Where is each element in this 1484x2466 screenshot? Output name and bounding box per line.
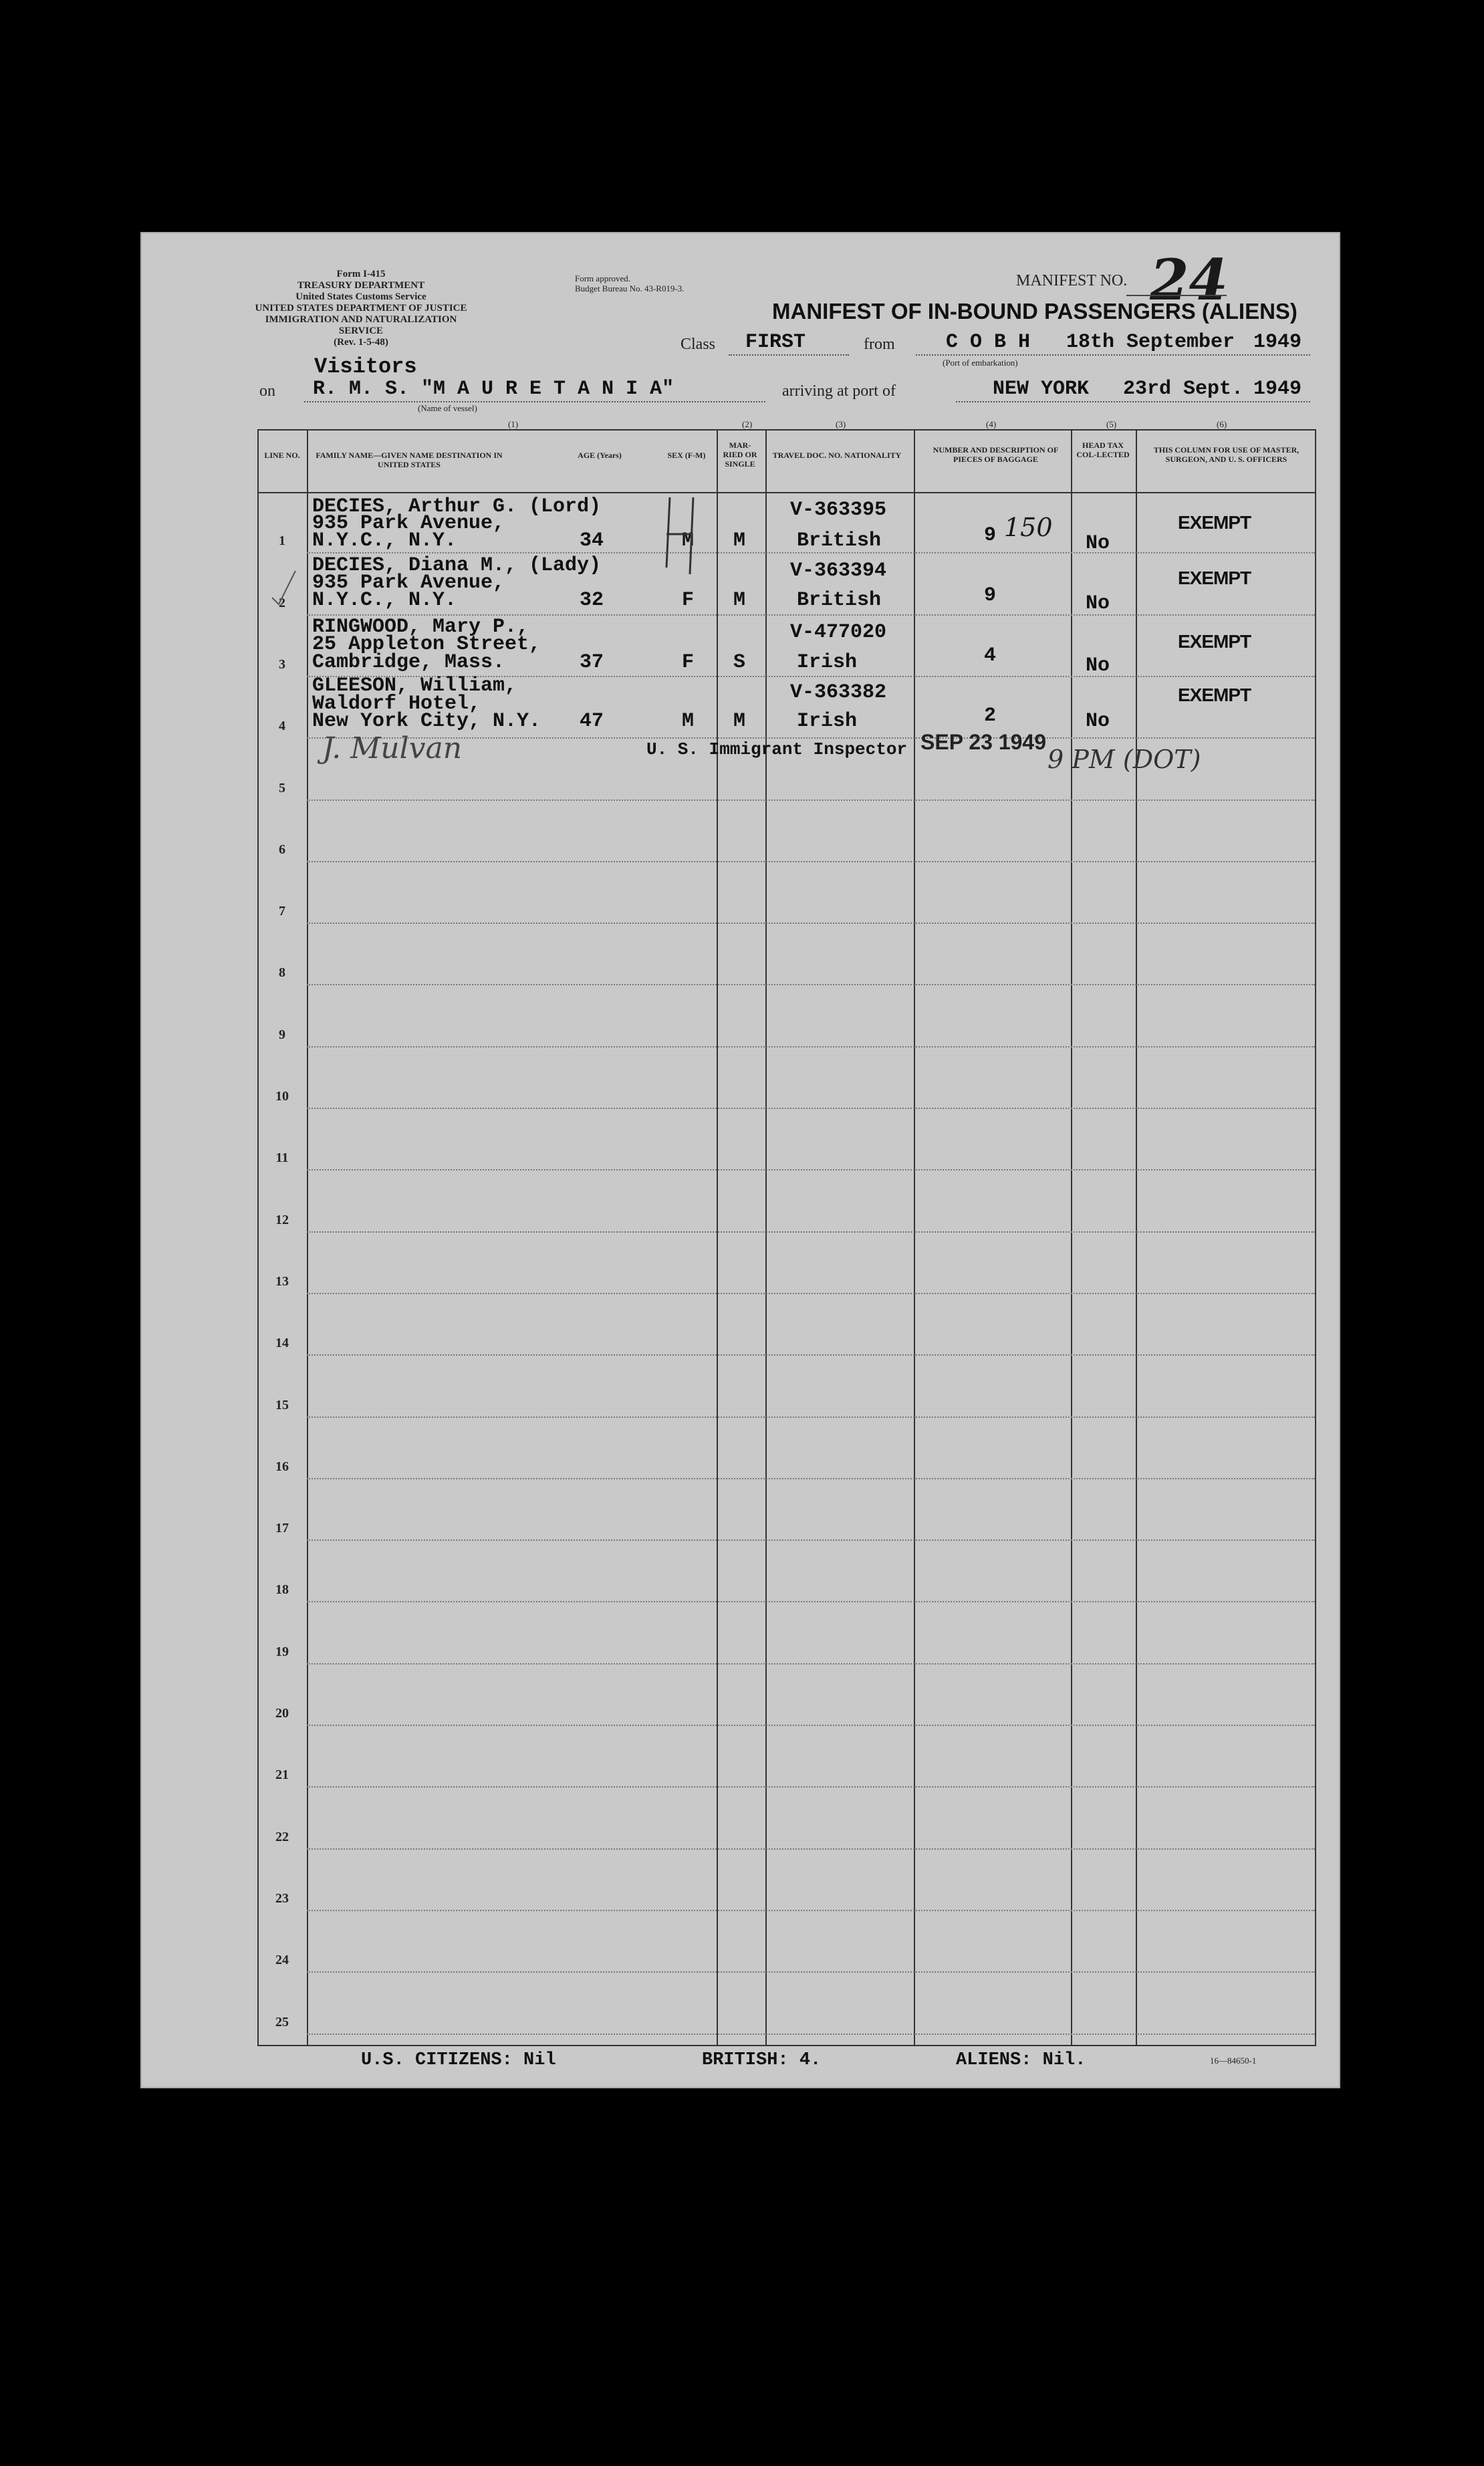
footer-british: BRITISH: 4. — [702, 2050, 822, 2070]
vessel-underline — [304, 401, 765, 402]
exempt-stamp: EXEMPT — [1178, 568, 1251, 588]
baggage-total: 150 — [1004, 513, 1053, 542]
exempt-stamp: EXEMPT — [1178, 512, 1251, 533]
col-num-1: (1) — [508, 419, 519, 429]
line-number: 10 — [275, 1089, 289, 1104]
line-number: 25 — [275, 2014, 289, 2029]
manifest-title: MANIFEST OF IN-BOUND PASSENGERS (ALIENS) — [772, 299, 1297, 324]
line-number: 5 — [279, 780, 285, 795]
row-rule — [307, 1108, 1315, 1109]
exempt-stamp: EXEMPT — [1178, 631, 1251, 652]
vessel-note: (Name of vessel) — [418, 403, 477, 413]
col-divider — [765, 430, 767, 2045]
time-note: 9 PM (DOT) — [1047, 745, 1201, 774]
line-number: 7 — [279, 904, 285, 919]
row-rule — [307, 1971, 1315, 1973]
passenger-nationality: British — [797, 589, 882, 612]
row-rule — [307, 1910, 1315, 1911]
class-value: FIRST — [745, 331, 806, 354]
col-header-baggage: NUMBER AND DESCRIPTION OF PIECES OF BAGGAGE — [933, 445, 1059, 464]
footer-aliens: ALIENS: Nil. — [956, 2050, 1086, 2070]
passenger-name: DECIES, Diana M., (Lady) — [312, 554, 602, 577]
line-number: 14 — [275, 1336, 289, 1351]
line-number: 9 — [279, 1027, 285, 1042]
line-number: 20 — [275, 1706, 289, 1721]
row-rule — [307, 799, 1315, 801]
row-rule — [307, 1293, 1315, 1294]
row-rule — [307, 1416, 1315, 1418]
row-rule — [307, 922, 1315, 924]
check-marks — [259, 484, 319, 751]
row-rule — [307, 1169, 1315, 1170]
manifest-no-underline — [1126, 295, 1227, 296]
line-number: 6 — [279, 842, 285, 857]
approval-label: Form approved. — [575, 273, 631, 283]
departure-year: 1949 — [1253, 331, 1302, 354]
customs-label: United States Customs Service — [295, 291, 426, 302]
exempt-stamp: EXEMPT — [1178, 685, 1251, 705]
manifest-number: 24 — [1150, 247, 1228, 313]
line-number: 16 — [275, 1459, 289, 1474]
line-number: 3 — [279, 656, 285, 672]
col-num-5: (5) — [1106, 419, 1117, 429]
from-underline — [916, 354, 1310, 356]
row-rule — [307, 1786, 1315, 1787]
passenger-married: M — [733, 529, 746, 552]
passenger-address: 25 Appleton Street, — [312, 633, 541, 656]
passenger-baggage: 2 — [984, 705, 997, 727]
row-rule — [307, 1848, 1315, 1850]
row-rule — [307, 861, 1315, 862]
on-label: on — [259, 382, 275, 400]
col-header-travel: TRAVEL DOC. NO. NATIONALITY — [772, 451, 902, 460]
treasury-label: TREASURY DEPARTMENT — [297, 280, 425, 291]
justice-label: UNITED STATES DEPARTMENT OF JUSTICE — [255, 303, 467, 314]
col-num-3: (3) — [836, 419, 846, 429]
passenger-baggage: 9 — [984, 524, 997, 547]
passenger-name: GLEESON, William, — [312, 674, 517, 697]
passenger-sex: M — [682, 710, 695, 733]
col-header-head-tax: HEAD TAX COL-LECTED — [1076, 441, 1130, 459]
row-rule — [307, 552, 1315, 553]
line-number: 1 — [279, 533, 285, 549]
line-number: 13 — [275, 1273, 289, 1289]
approval-block — [575, 273, 685, 293]
sex-tally-marks — [660, 494, 713, 588]
passenger-head-tax: No — [1086, 532, 1110, 555]
passenger-sex: F — [682, 651, 695, 674]
passenger-sex: M — [682, 529, 695, 552]
departure-date: 18th September — [1066, 331, 1235, 354]
passenger-baggage: 4 — [984, 644, 997, 667]
passenger-baggage: 9 — [984, 584, 997, 607]
inspector-title: U. S. Immigrant Inspector — [646, 739, 908, 759]
row-rule — [307, 1601, 1315, 1602]
col-divider — [1071, 430, 1072, 2045]
line-number: 23 — [275, 1890, 289, 1906]
row-rule — [307, 1354, 1315, 1356]
passenger-nationality: Irish — [797, 710, 858, 733]
row-rule — [307, 1725, 1315, 1726]
manifest-document — [140, 232, 1340, 2088]
col-divider — [717, 430, 718, 2045]
col-num-6: (6) — [1217, 419, 1227, 429]
line-number: 19 — [275, 1644, 289, 1659]
passenger-table — [257, 429, 1316, 2046]
form-header-left — [254, 269, 468, 348]
arrival-underline — [956, 401, 1310, 402]
col-header-married: MAR-RIED OR SINGLE — [723, 441, 757, 469]
passenger-city: N.Y.C., N.Y. — [312, 529, 457, 552]
revision-label: (Rev. 1-5-48) — [334, 337, 388, 348]
col-num-4: (4) — [986, 419, 997, 429]
col-header-line: LINE NO. — [264, 451, 300, 460]
from-value: C O B H — [946, 331, 1031, 354]
passenger-city: Cambridge, Mass. — [312, 651, 505, 674]
col-header-name: FAMILY NAME—GIVEN NAME DESTINATION IN UNITED STATES — [316, 451, 503, 469]
col-divider — [1136, 430, 1137, 2045]
line-number: 11 — [275, 1150, 289, 1166]
passenger-married: M — [733, 589, 746, 612]
manifest-no-label: MANIFEST NO. — [1016, 272, 1128, 289]
row-rule — [307, 984, 1315, 985]
passenger-married: M — [733, 710, 746, 733]
passenger-doc: V-363382 — [790, 681, 887, 704]
footer-code: 16—84650-1 — [1210, 2056, 1257, 2066]
arrival-date: 23rd Sept. — [1123, 378, 1244, 400]
passenger-city: N.Y.C., N.Y. — [312, 589, 457, 612]
visitors-label: Visitors — [314, 354, 417, 379]
col-divider — [914, 430, 915, 2045]
passenger-nationality: British — [797, 529, 882, 552]
header-divider — [259, 492, 1315, 493]
passenger-age: 37 — [580, 651, 604, 674]
passenger-age: 32 — [580, 589, 604, 612]
passenger-age: 34 — [580, 529, 604, 552]
class-label: Class — [681, 336, 716, 353]
line-number: 8 — [279, 965, 285, 981]
passenger-address: Waldorf Hotel, — [312, 693, 481, 715]
passenger-head-tax: No — [1086, 592, 1110, 615]
line-number: 17 — [275, 1521, 289, 1536]
budget-label: Budget Bureau No. 43-R019-3. — [575, 283, 685, 293]
row-rule — [307, 1663, 1315, 1664]
port-embarkation-note: (Port of embarkation) — [943, 358, 1018, 368]
tally-mark — [666, 497, 693, 574]
class-underline — [729, 354, 849, 356]
col-header-sex: SEX (F-M) — [667, 451, 706, 460]
passenger-name: DECIES, Arthur G. (Lord) — [312, 495, 602, 518]
row-rule — [307, 2033, 1315, 2035]
passenger-head-tax: No — [1086, 710, 1110, 733]
line-number: 24 — [275, 1953, 289, 1968]
date-stamp: SEP 23 1949 — [920, 730, 1047, 754]
passenger-head-tax: No — [1086, 654, 1110, 677]
footer-citizens: U.S. CITIZENS: Nil — [361, 2050, 556, 2070]
col-header-age: AGE (Years) — [578, 451, 622, 460]
arriving-label: arriving at port of — [782, 382, 896, 400]
passenger-married: S — [733, 651, 746, 674]
from-label: from — [864, 336, 895, 353]
line-number: 15 — [275, 1397, 289, 1412]
passenger-address: 935 Park Avenue, — [312, 512, 505, 535]
line-number: 2 — [279, 595, 285, 610]
inspector-signature: J. Mulvan — [322, 731, 463, 765]
passenger-doc: V-477020 — [790, 621, 887, 644]
passenger-doc: V-363395 — [790, 499, 887, 521]
row-rule — [307, 1231, 1315, 1233]
passenger-age: 47 — [580, 710, 604, 733]
ins-label: IMMIGRATION AND NATURALIZATION SERVICE — [265, 314, 457, 336]
col-header-officers: THIS COLUMN FOR USE OF MASTER, SURGEON, AND U. S. OFFICERS — [1153, 445, 1300, 464]
row-rule — [307, 1539, 1315, 1541]
passenger-city: New York City, N.Y. — [312, 710, 541, 733]
passenger-name: RINGWOOD, Mary P., — [312, 616, 529, 638]
passenger-doc: V-363394 — [790, 560, 887, 582]
line-number: 18 — [275, 1582, 289, 1598]
line-number: 21 — [275, 1767, 289, 1783]
row-rule — [307, 1046, 1315, 1047]
passenger-nationality: Irish — [797, 651, 858, 674]
passenger-sex: F — [682, 589, 695, 612]
arrival-year: 1949 — [1253, 378, 1302, 400]
form-number: Form I-415 — [336, 269, 386, 279]
check-mark — [272, 571, 295, 604]
arrival-port: NEW YORK — [993, 378, 1090, 400]
line-number: 22 — [275, 1829, 289, 1844]
passenger-address: 935 Park Avenue, — [312, 572, 505, 594]
vessel-name: R. M. S. "M A U R E T A N I A" — [313, 378, 674, 400]
line-number: 4 — [279, 719, 285, 734]
row-rule — [307, 1478, 1315, 1479]
line-number: 12 — [275, 1212, 289, 1227]
col-num-2: (2) — [742, 419, 753, 429]
